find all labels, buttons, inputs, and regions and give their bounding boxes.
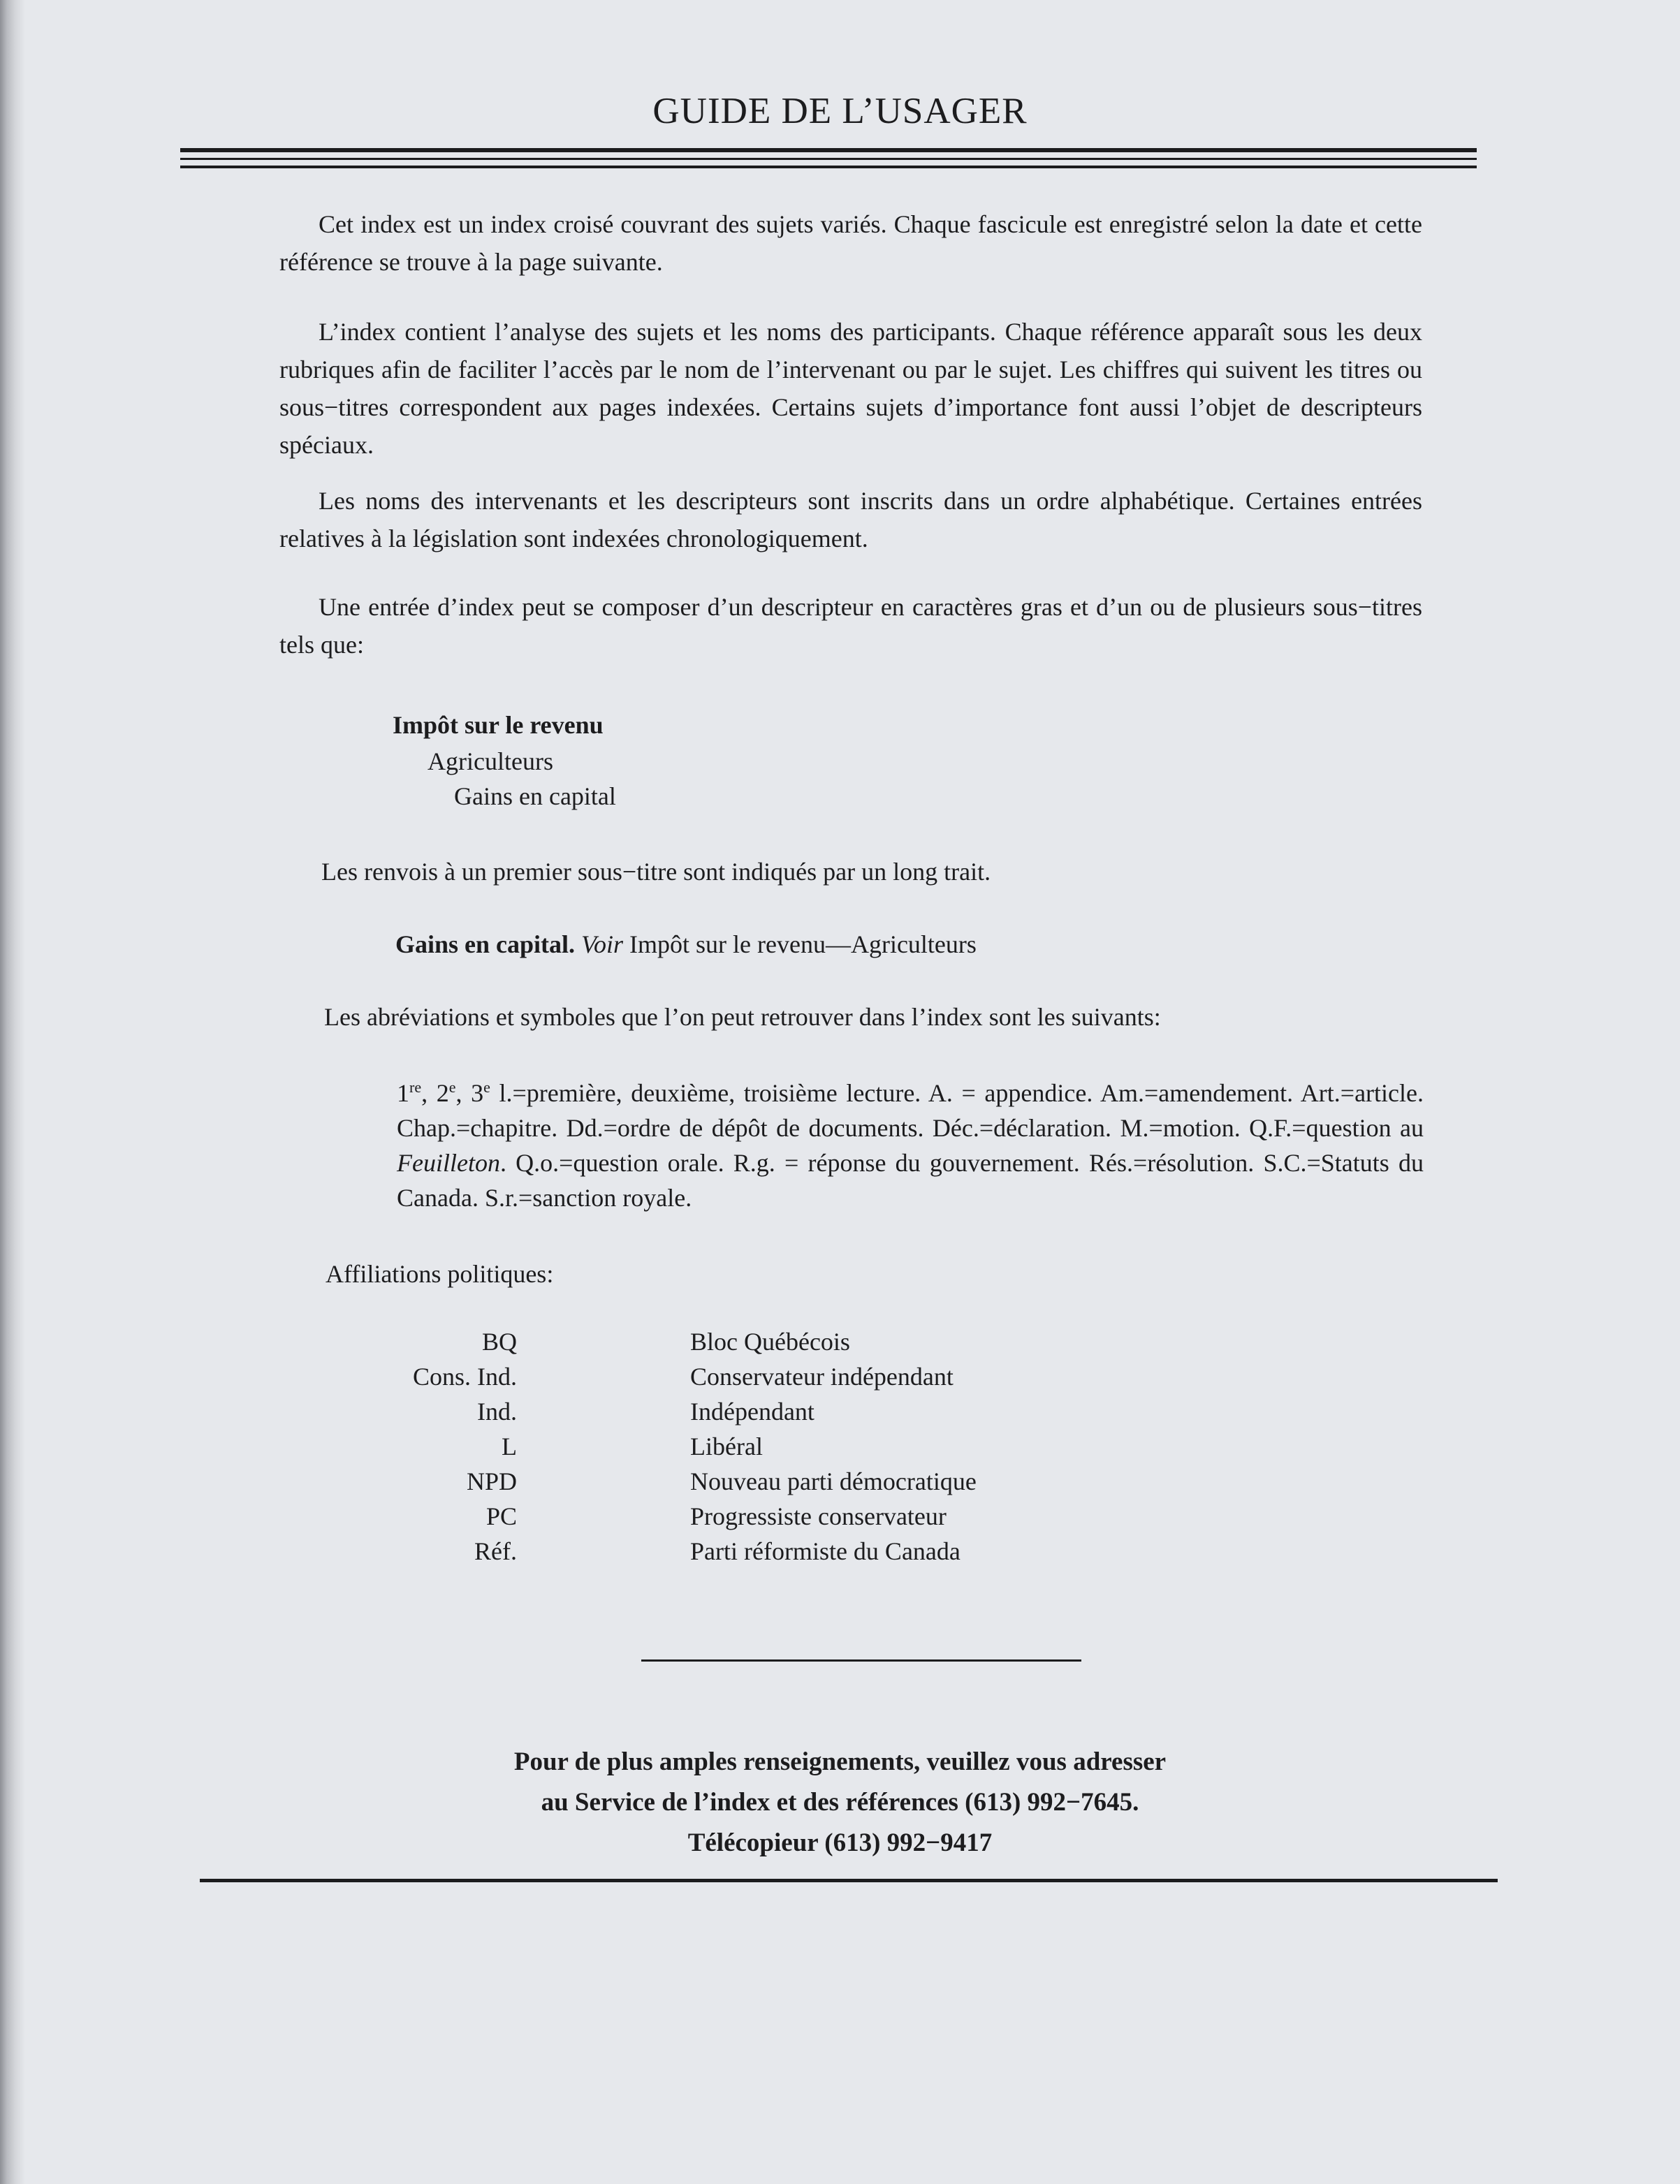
renvoi-example-rest: Impôt sur le revenu—Agriculteurs [623, 930, 977, 958]
paragraph-intro-text: Cet index est un index croisé couvrant des sujets variés. Chaque fascicule est enregistré selon la date et cette référence se trouve à la page suivante. [279, 210, 1422, 276]
section-divider [641, 1659, 1081, 1662]
abbr-ordinal-2: , 2 [421, 1079, 449, 1107]
affiliation-abbr: PC [485, 1502, 517, 1530]
affiliation-row [377, 1324, 1249, 1359]
contact-line-1: Pour de plus amples renseignements, veuillez vous adresser [513, 1747, 1167, 1776]
abbreviations-list [397, 1076, 1424, 1215]
affiliation-name: Progressiste conservateur [690, 1502, 947, 1530]
paragraph-entry [279, 588, 1422, 664]
example-subsubtitle: Gains en capital [454, 782, 616, 810]
affiliation-name: Indépendant [690, 1398, 815, 1426]
abbr-text-part-1: l.=première, deuxième, troisième lecture. A. = appendice. Am.=amendement. Art.=article. Chap.=chapitre. Dd.=ordre de dépôt de documents. Déc.=déclaration. M.=motion. Q.F.=question au [397, 1079, 1424, 1142]
affiliation-name: Conservateur indépendant [690, 1363, 954, 1391]
abbr-ordinal-3: , 3 [455, 1079, 484, 1107]
header-rule-bottom [180, 166, 1477, 168]
renvoi-text: Les renvois à un premier sous−titre sont indiqués par un long trait. [321, 858, 991, 886]
paragraph-content [279, 313, 1422, 464]
renvoi-example-bold: Gains en capital. [395, 930, 576, 958]
affiliation-abbr: Cons. Ind. [412, 1363, 517, 1391]
affiliation-abbr: Réf. [474, 1537, 517, 1565]
example-descriptor: Impôt sur le revenu [393, 711, 604, 739]
affiliation-abbr: Ind. [477, 1398, 517, 1426]
paragraph-order-text: Les noms des intervenants et les descripteurs sont inscrits dans un ordre alphabétique. Certaines entrées relatives à la législation sont indexées chronologiquement. [279, 487, 1422, 552]
contact-line-2: au Service de l’index et des références (613) 992−7645. [541, 1788, 1139, 1817]
affiliation-name: Libéral [690, 1432, 763, 1460]
renvoi-example [395, 926, 977, 962]
affiliation-abbr: BQ [481, 1328, 517, 1356]
page-title: GUIDE DE L’USAGER [652, 91, 1028, 131]
affiliation-abbr: L [502, 1432, 517, 1460]
affiliations-table [377, 1324, 1249, 1569]
abbr-text-part-2: . Q.o.=question orale. R.g. = réponse du gouvernement. Rés.=résolution. S.C.=Statuts du Canada. S.r.=sanction royale. [397, 1149, 1424, 1212]
affiliation-row [377, 1429, 1249, 1464]
contact-block [0, 1742, 1680, 1863]
affiliation-row [377, 1359, 1249, 1394]
contact-line-3: Télécopieur (613) 992−9417 [687, 1828, 993, 1857]
paragraph-intro [279, 205, 1422, 281]
abbr-feuilleton: Feuilleton [397, 1149, 500, 1177]
affiliation-row [377, 1464, 1249, 1499]
abbr-ordinal-1-sup: re [409, 1078, 422, 1096]
affiliation-name: Bloc Québécois [690, 1328, 850, 1356]
affiliation-name: Nouveau parti démocratique [690, 1467, 977, 1495]
paragraph-order [279, 482, 1422, 557]
footer-rule [200, 1879, 1498, 1882]
affiliation-name: Parti réformiste du Canada [690, 1537, 960, 1565]
affiliations-title: Affiliations politiques: [326, 1260, 554, 1288]
abbr-ordinal-2-sup: e [448, 1078, 456, 1096]
paragraph-content-text: L’index contient l’analyse des sujets et les noms des participants. Chaque référence apparaît sous les deux rubriques afin de faciliter l’accès par le nom de l’intervenant ou par le sujet. Les chiffres qui suivent les titres ou sous−titres correspondent aux pages indexées. Certains sujets d’importance font aussi l’objet de descripteurs spéciaux. [279, 318, 1422, 459]
abbr-ordinal-1: 1 [397, 1079, 409, 1107]
example-subtitle: Agriculteurs [428, 747, 553, 775]
header-rule-middle [180, 158, 1477, 160]
affiliation-row [377, 1394, 1249, 1429]
affiliation-abbr: NPD [466, 1467, 517, 1495]
renvoi-example-italic: Voir [581, 930, 624, 958]
affiliation-row [377, 1534, 1249, 1569]
abbreviations-intro: Les abréviations et symboles que l’on peut retrouver dans l’index sont les suivants: [324, 1003, 1161, 1031]
affiliation-row [377, 1499, 1249, 1534]
header-rule-top [180, 148, 1477, 152]
paragraph-entry-text: Une entrée d’index peut se composer d’un descripteur en caractères gras et d’un ou de plusieurs sous−titres tels que: [279, 593, 1422, 659]
abbr-ordinal-3-sup: e [483, 1078, 490, 1096]
